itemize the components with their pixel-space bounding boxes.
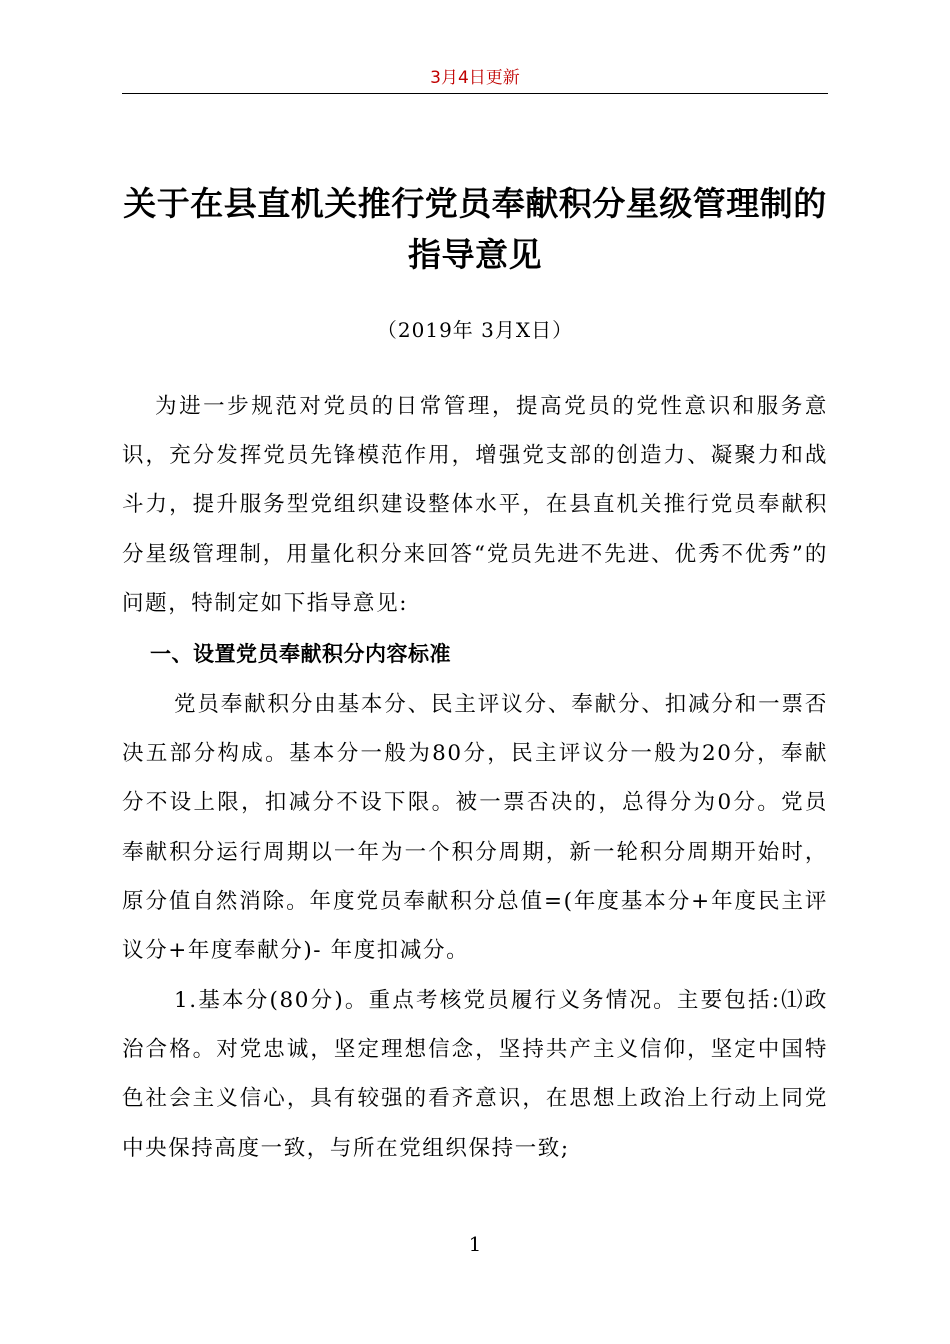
paragraph-intro: 为进一步规范对党员的日常管理，提高党员的党性意识和服务意识，充分发挥党员先锋模范作用，增强党支部的创造力、凝聚力和战斗力，提升服务型党组织建设整体水平，在县直机关推行党员奉献积分星级管理制，用量化积分来回答“党员先进不先进、优秀不优秀”的问题，特制定如下指导意见: xyxy=(122,394,828,616)
section-heading-1: 一、设置党员奉献积分内容标准 xyxy=(150,642,451,666)
page-number: 1 xyxy=(468,1232,482,1256)
header-update-note: 3月4日更新 xyxy=(430,68,520,88)
paragraph-basic-score: 1.基本分(80分)。重点考核党员履行义务情况。主要包括:⑴政治合格。对党忠诚，坚定理想信念，坚持共产主义信仰，坚定中国特色社会主义信心，具有较强的看齐意识，在思想上政治上行动上同党中央保持高度一致，与所在党组织保持一致; xyxy=(122,988,828,1161)
document-title: 关于在县直机关推行党员奉献积分星级管理制的指导意见 xyxy=(123,184,827,274)
document-date: （2019年 3月X日） xyxy=(376,318,574,342)
header-divider xyxy=(122,93,828,94)
paragraph-score-composition: 党员奉献积分由基本分、民主评议分、奉献分、扣减分和一票否决五部分构成。基本分一般为80分，民主评议分一般为20分，奉献分不设上限，扣减分不设下限。被一票否决的，总得分为0分。党员奉献积分运行周期以一年为一个积分周期，新一轮积分周期开始时，原分值自然消除。年度党员奉献积分总值=(年度基本分+年度民主评议分+年度奉献分)- 年度扣减分。 xyxy=(122,692,828,964)
